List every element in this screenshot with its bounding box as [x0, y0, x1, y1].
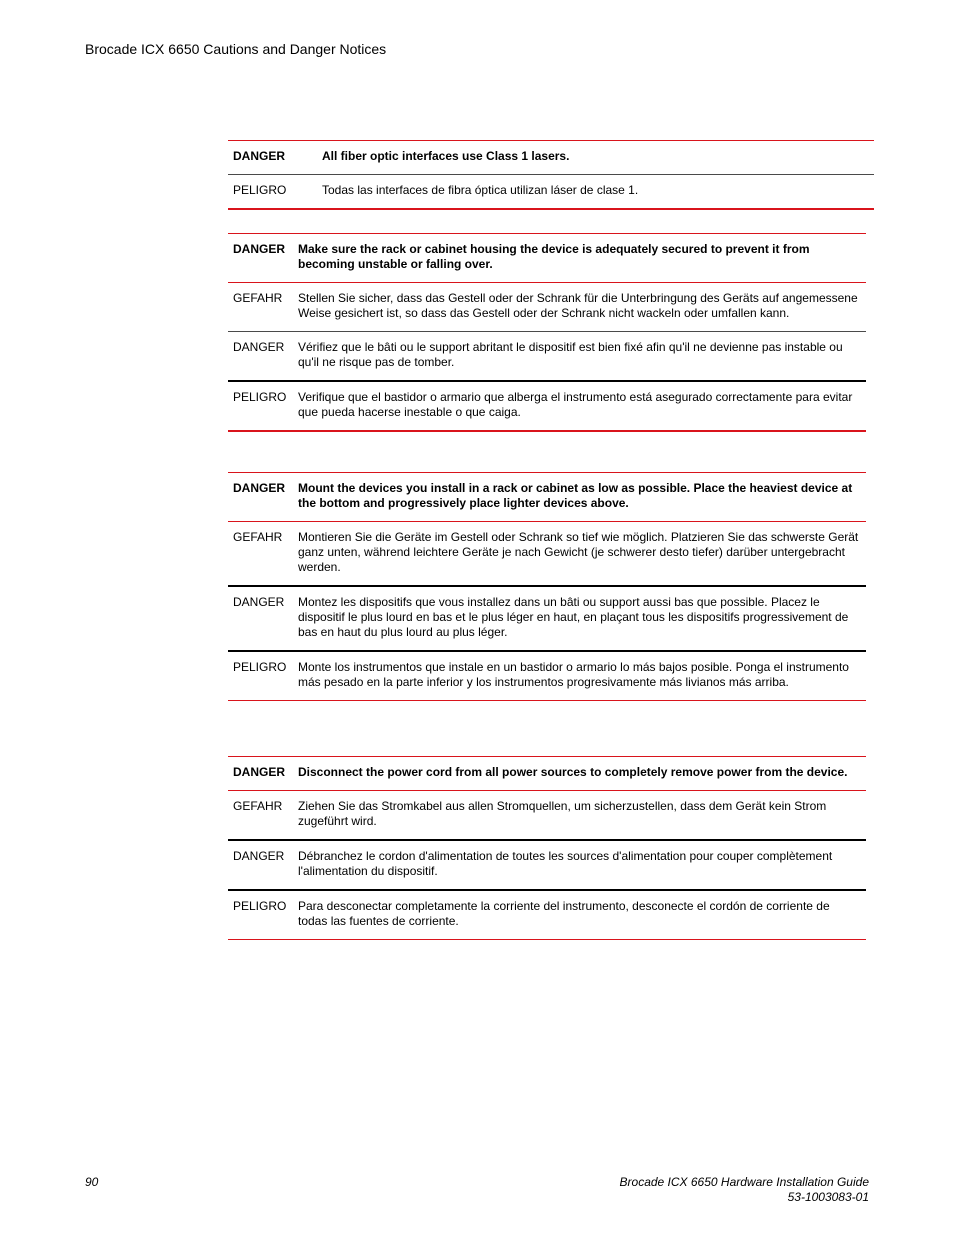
notice-text: Disconnect the power cord from all power sources to completely remove power from the device. — [298, 765, 848, 779]
notice-label: DANGER — [233, 149, 286, 163]
notice-text: Monte los instrumentos que instale en un bastidor o armario lo más bajos posible. Ponga el instrumento más pesado en la parte inferior y los instrumentos progresivamente más livianos más arriba. — [298, 660, 849, 689]
notice-label: DANGER — [233, 481, 286, 495]
notice-row — [228, 587, 866, 652]
notice-label: PELIGRO — [233, 390, 287, 404]
notice-label: DANGER — [233, 340, 285, 354]
notice-label: PELIGRO — [233, 660, 287, 674]
notice-mount-low — [228, 472, 866, 701]
footer-guide-title: Brocade ICX 6650 Hardware Installation Guide — [619, 1175, 869, 1189]
notice-row — [228, 283, 866, 332]
notice-label: GEFAHR — [233, 530, 283, 544]
notice-text: Todas las interfaces de fibra óptica utilizan láser de clase 1. — [322, 183, 639, 197]
notice-text: Verifique que el bastidor o armario que alberga el instrumento está asegurado correctamente para evitar que pueda hacerse inestable o que caiga. — [298, 390, 853, 419]
notice-label: DANGER — [233, 595, 285, 609]
notice-rack-secured — [228, 233, 866, 432]
notice-row — [228, 332, 866, 382]
notice-label: DANGER — [233, 242, 286, 256]
notice-row — [228, 841, 866, 891]
notice-row — [228, 382, 866, 430]
notice-label: PELIGRO — [233, 183, 287, 197]
footer-doc-number: 53-1003083-01 — [787, 1190, 869, 1204]
notice-row — [228, 522, 866, 587]
notice-text: Para desconectar completamente la corriente del instrumento, desconecte el cordón de corriente de todas las fuentes de corriente. — [298, 899, 830, 928]
notice-label: PELIGRO — [233, 899, 287, 913]
notice-fiber-laser — [228, 140, 874, 210]
notice-label: GEFAHR — [233, 799, 283, 813]
page-header: Brocade ICX 6650 Cautions and Danger Notices — [85, 41, 387, 57]
notice-row — [228, 652, 866, 700]
notice-text: Débranchez le cordon d'alimentation de toutes les sources d'alimentation pour couper complètement l'alimentation du dispositif. — [298, 849, 833, 878]
notice-label: DANGER — [233, 765, 286, 779]
notice-row — [228, 175, 874, 208]
notice-label: DANGER — [233, 849, 285, 863]
notice-label: GEFAHR — [233, 291, 283, 305]
notice-text: Mount the devices you install in a rack or cabinet as low as possible. Place the heaviest device at the bottom and progressively place lighter devices above. — [298, 481, 853, 510]
notice-text: Vérifiez que le bâti ou le support abritant le dispositif est bien fixé afin qu'il ne devienne pas instable ou qu'il ne risque pas de tomber. — [298, 340, 843, 369]
notice-row — [228, 473, 866, 522]
page-number: 90 — [85, 1175, 99, 1189]
notice-disconnect-power — [228, 756, 866, 940]
notice-text: Montez les dispositifs que vous installez dans un bâti ou support aussi bas que possible. Placez le dispositif le plus lourd en bas et le plus léger en haut, en plaçant tous les dispositifs progressivement de bas en haut du plus lourd au plus léger. — [298, 595, 849, 639]
notice-row — [228, 757, 866, 791]
notice-text: Ziehen Sie das Stromkabel aus allen Stromquellen, um sicherzustellen, dass dem Gerät kein Strom zugeführt wird. — [298, 799, 827, 828]
notice-text: All fiber optic interfaces use Class 1 lasers. — [322, 149, 570, 163]
notice-row — [228, 891, 866, 939]
notice-text: Make sure the rack or cabinet housing the device is adequately secured to prevent it from becoming unstable or falling over. — [298, 242, 810, 271]
notice-text: Montieren Sie die Geräte im Gestell oder Schrank so tief wie möglich. Platzieren Sie das schwerste Gerät ganz unten, während leichtere Geräte je nach Gewicht (je schwerer desto tiefer) darüber untergebracht werden. — [298, 530, 859, 574]
footer-doc-info — [620, 1175, 869, 1205]
notice-text: Stellen Sie sicher, dass das Gestell oder der Schrank für die Unterbringung des Geräts auf angemessene Weise gesichert ist, so dass das Gestell oder der Schrank nicht wackeln oder umfallen kann. — [298, 291, 858, 320]
notice-row — [228, 141, 874, 175]
notice-row — [228, 234, 866, 283]
notice-row — [228, 791, 866, 841]
